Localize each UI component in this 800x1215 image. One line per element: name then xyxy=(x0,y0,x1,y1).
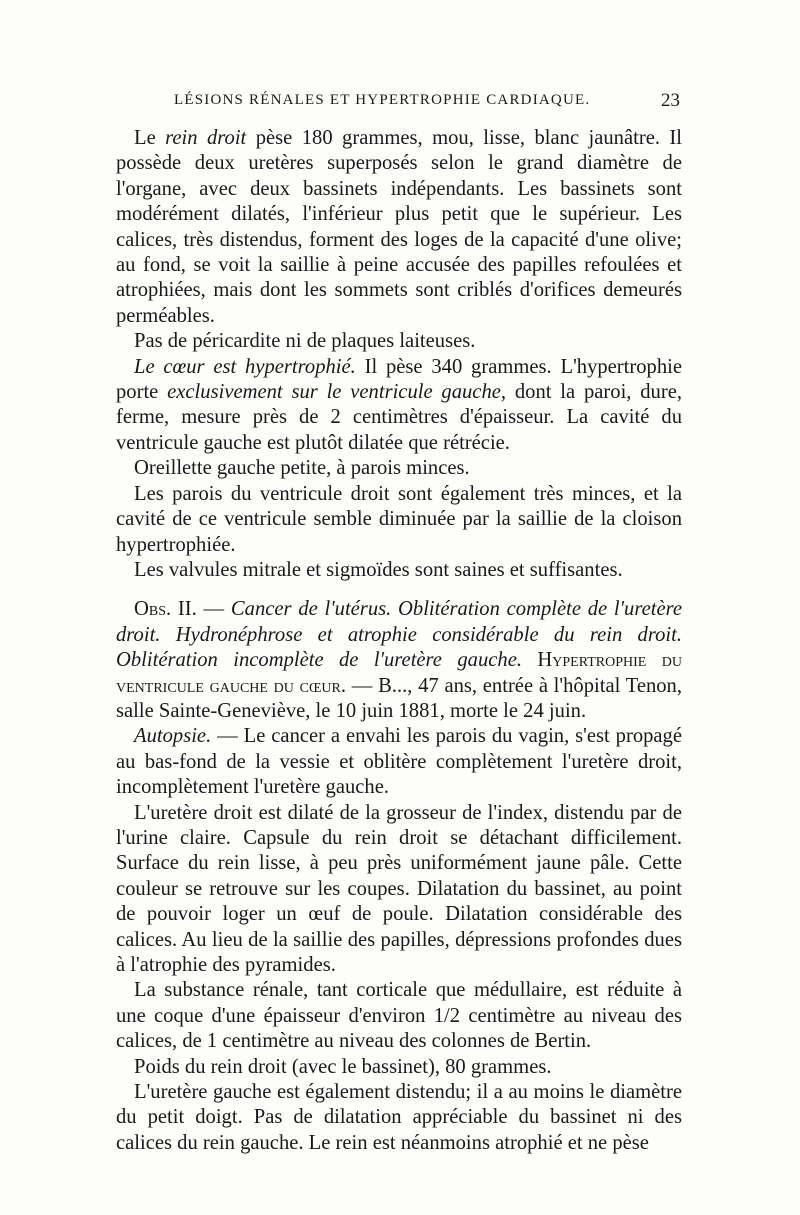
paragraph-renal-substance: La substance rénale, tant corticale que médullaire, est réduite à une coque d'une épaisseur d'environ 1/2 centimètre au niveau des calices, de 1 centimètre au niveau des colonnes de Bertin. xyxy=(116,979,682,1053)
page-header xyxy=(118,92,680,118)
paragraph-left-atrium: Oreillette gauche petite, à parois minces. xyxy=(134,457,470,480)
paragraph-kidney-weight: Poids du rein droit (avec le bassinet), 80 grammes. xyxy=(134,1055,552,1078)
paragraph-autopsy: Autopsie. — Le cancer a envahi les parois du vagin, s'est propagé au bas-fond de la vessie et oblitère complètement l'uretère droit, incomplètement l'uretère gauche. xyxy=(116,725,682,799)
paragraph-valves: Les valvules mitrale et sigmoïdes sont saines et suffisantes. xyxy=(134,558,623,581)
body-text xyxy=(116,126,682,1156)
paragraph-pericarditis: Pas de péricardite ni de plaques laiteuses. xyxy=(134,330,476,353)
paragraph-right-ureter: L'uretère droit est dilaté de la grosseur de l'index, distendu par de l'urine claire. Capsule du rein droit se détachant difficilement. Surface du rein lisse, à peu près uniformément jaune pâle. Cette couleur se retrouve sur les coupes. Dilatation du bassinet, au point de pouvoir loger un œuf de poule. Dilatation considérable des calices. Au lieu de la saillie des papilles, dépressions profondes dues à l'atrophie des pyramides. xyxy=(116,801,682,976)
running-head: LÉSIONS RÉNALES ET HYPERTROPHIE CARDIAQUE. xyxy=(174,92,591,108)
paragraph-heart: Le cœur est hypertrophié. Il pèse 340 grammes. L'hypertrophie porte exclusivement sur le ventricule gauche, dont la paroi, dure, ferme, mesure près de 2 centimètres d'épaisseur. La cavité du ventricule gauche est plutôt dilatée que rétrécie. xyxy=(116,355,682,454)
paragraph-right-ventricle: Les parois du ventricule droit sont également très minces, et la cavité de ce ventricule semble diminuée par la saillie de la cloison hypertrophiée. xyxy=(116,482,682,556)
paragraph-right-kidney: Le rein droit pèse 180 grammes, mou, lisse, blanc jaunâtre. Il possède deux uretères superposés selon le grand diamètre de l'organe, avec deux bassinets indépendants. Les bassinets sont modérément dilatés, l'inférieur plus petit que le supérieur. Les calices, très distendus, forment des loges de la capacité d'une olive; au fond, se voit la saillie à peine accusée des papilles refoulées et atrophiées, mais dont les sommets sont criblés d'orifices demeurés perméables. xyxy=(116,127,682,327)
observation-heading: Obs. II. — Cancer de l'utérus. Oblitération complète de l'uretère droit. Hydronéphrose et atrophie considérable du rein droit. Oblitération incomplète de l'uretère gauche. Hypertrophie du ventricule gauche du cœur. — B..., 47 ans, entrée à l'hôpital Tenon, salle Sainte-Geneviève, le 10 juin 1881, morte le 24 juin. xyxy=(116,598,682,722)
paragraph-left-ureter: L'uretère gauche est également distendu; il a au moins le diamètre du petit doigt. Pas de dilatation appréciable du bassinet ni des calices du rein gauche. Le rein est néanmoins atrophié et ne pèse xyxy=(116,1081,682,1154)
page-number: 23 xyxy=(661,90,680,111)
